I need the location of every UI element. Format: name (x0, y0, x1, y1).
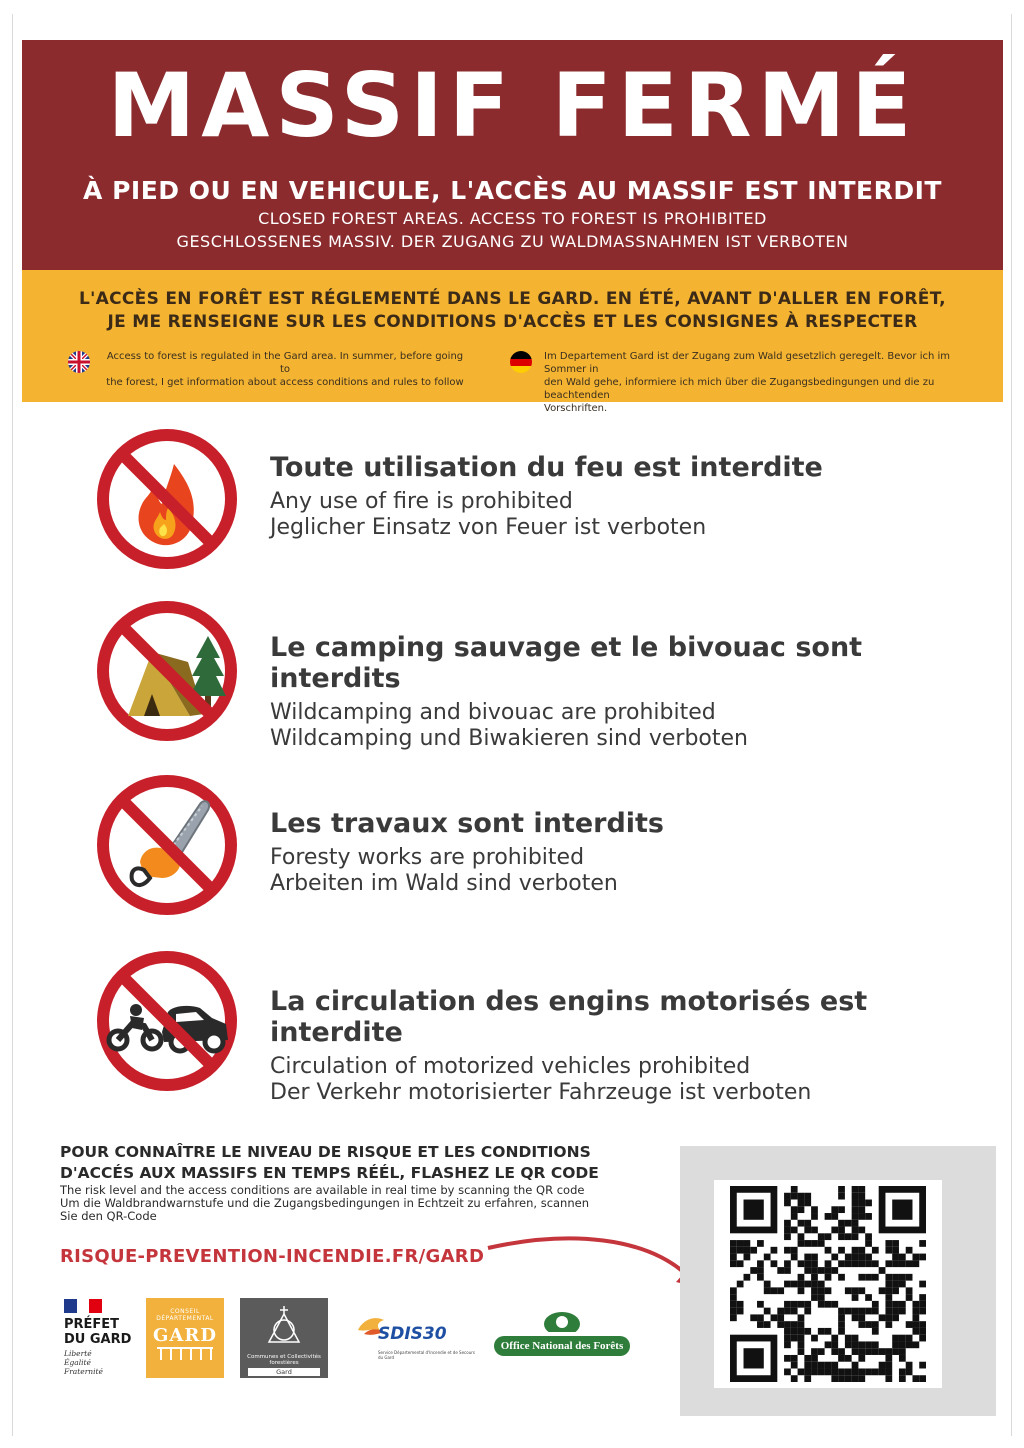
communes-name: Gard (248, 1368, 320, 1376)
regulation-line-2: JE ME RENSEIGNE SUR LES CONDITIONS D'ACCÈS ET LES CONSIGNES À RESPECTER (107, 312, 918, 332)
motto-fraternite: Fraternité (64, 1367, 103, 1376)
qr-info-de-1: Um die Waldbrandwarnstufe und die Zugangsbedingungen in Echtzeit zu erfahren, scannen (60, 1196, 589, 1210)
marianne-icon (64, 1299, 102, 1313)
motto-liberte: Liberté (64, 1349, 92, 1358)
note-de-line-3: Vorschriften. (544, 403, 608, 414)
note-en (68, 350, 468, 389)
website-link[interactable]: RISQUE-PREVENTION-INCENDIE.FR/GARD (60, 1246, 485, 1267)
sdis-subtitle: Service Départemental d'Incendie et de Secours du Gard (378, 1350, 475, 1360)
no-motor-vehicles-icon (92, 946, 242, 1096)
rule-vehicles-fr: La circulation des engins motorisés est interdite (270, 986, 868, 1048)
qr-info-title-2: D'ACCÉS AUX MASSIFS EN TEMPS RÉÉL, FLASHEZ LE QR CODE (60, 1164, 599, 1182)
regulation-band (22, 270, 1003, 414)
prefet-line-2: DU GARD (64, 1332, 132, 1347)
note-de-line-1: Im Departement Gard ist der Zugang zum Wald gesetzlich geregelt. Bevor ich im Sommer in (544, 351, 951, 375)
note-en-line-2: the forest, I get information about access conditions and rules to follow (106, 377, 464, 388)
qr-info-title (60, 1142, 660, 1184)
regulation-text (22, 288, 1003, 334)
rule-fire-en: Any use of fire is prohibited (270, 489, 573, 514)
qr-info (60, 1142, 660, 1223)
rule-fire (92, 424, 972, 574)
rule-fire-fr: Toute utilisation du feu est interdite (270, 452, 823, 483)
communes-forestieres-logo (240, 1298, 328, 1378)
german-flag-icon (510, 351, 532, 373)
header-banner (22, 40, 1003, 270)
sdis-name: SDIS30 (378, 1324, 447, 1344)
rule-vehicles (92, 946, 972, 1105)
onf-name: Office National des Forêts (494, 1336, 630, 1356)
onf-tree-icon (542, 1310, 582, 1332)
qr-code-icon[interactable] (730, 1186, 926, 1382)
rule-camping-en: Wildcamping and bivouac are prohibited (270, 700, 716, 725)
page-title: MASSIF FERMÉ (107, 54, 918, 157)
motto-egalite: Égalité (64, 1358, 91, 1367)
prefet-line-1: PRÉFET (64, 1317, 120, 1332)
rule-fire-de: Jeglicher Einsatz von Feuer ist verboten (270, 515, 707, 540)
rule-works-en: Foresty works are prohibited (270, 845, 585, 870)
rule-vehicles-de: Der Verkehr motorisierter Fahrzeuge ist verboten (270, 1080, 812, 1105)
header-subtitle-de: GESCHLOSSENES MASSIV. DER ZUGANG ZU WALDMASSNAHMEN IST VERBOTEN (176, 232, 849, 251)
regulation-line-1: L'ACCÈS EN FORÊT EST RÉGLEMENTÉ DANS LE GARD. EN ÉTÉ, AVANT D'ALLER EN FORÊT, (79, 289, 946, 309)
onf-logo (494, 1310, 630, 1370)
note-en-line-1: Access to forest is regulated in the Gard area. In summer, before going to (106, 351, 464, 375)
header-subtitle: À PIED OU EN VEHICULE, L'ACCÈS AU MASSIF EST INTERDIT (83, 176, 942, 205)
header-subtitle-en: CLOSED FOREST AREAS. ACCESS TO FOREST IS PROHIBITED (258, 209, 767, 228)
rule-camping-de: Wildcamping und Biwakieren sind verboten (270, 726, 748, 751)
partner-logos (62, 1292, 662, 1392)
aqueduct-icon (155, 1346, 215, 1362)
gard-department-logo (146, 1298, 224, 1378)
rule-works-de: Arbeiten im Wald sind verboten (270, 871, 618, 896)
note-de-line-2: den Wald gehe, informiere ich mich über die Zugangsbedingungen und die zu beachtenden (544, 377, 935, 401)
no-chainsaw-icon (92, 770, 242, 920)
qr-info-en: The risk level and the access conditions are available in real time by scanning the QR code (60, 1183, 585, 1197)
qr-code-panel (680, 1146, 996, 1416)
rule-works (92, 770, 972, 920)
rule-works-fr: Les travaux sont interdits (270, 808, 665, 839)
note-de (510, 350, 960, 415)
no-fire-icon (92, 424, 242, 574)
rule-camping-fr: Le camping sauvage et le bivouac sont interdits (270, 632, 863, 694)
uk-flag-icon (68, 351, 90, 373)
qr-info-title-1: POUR CONNAÎTRE LE NIVEAU DE RISQUE ET LES CONDITIONS (60, 1143, 591, 1161)
rule-camping (92, 596, 972, 751)
gard-small-2: DÉPARTEMENTAL (156, 1315, 214, 1322)
sdis30-logo (354, 1312, 475, 1372)
prefet-logo (64, 1298, 144, 1388)
rule-vehicles-en: Circulation of motorized vehicles prohibited (270, 1054, 751, 1079)
no-camping-icon (92, 596, 242, 746)
regulation-translations (22, 350, 1003, 414)
qr-info-de (60, 1197, 660, 1223)
communes-text: Communes et Collectivités forestières (247, 1354, 321, 1366)
qr-info-de-2: Sie den QR-Code (60, 1209, 157, 1223)
gard-name: GARD (153, 1325, 217, 1346)
gard-small-1: CONSEIL (170, 1308, 200, 1315)
church-tree-icon (259, 1304, 309, 1348)
